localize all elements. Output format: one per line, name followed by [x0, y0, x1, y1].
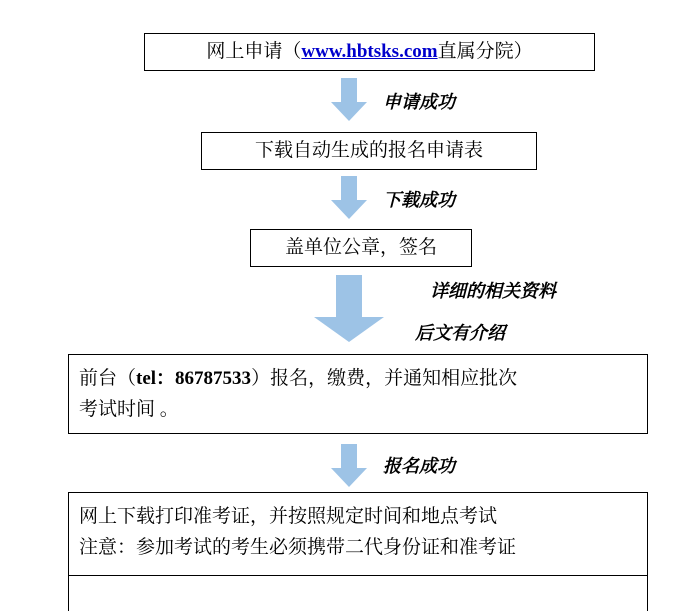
node-apply-online [144, 33, 595, 71]
node-print-admission [68, 492, 648, 576]
front-desk-text-c: ）报名，缴费，并通知相应批次 [251, 368, 518, 389]
node-print-admission-line1: 网上下载打印准考证，并按照规定时间和地点考试 [79, 506, 498, 527]
label-signup-success: 报名成功 [383, 456, 455, 476]
website-link[interactable]: www.hbtsks.com [301, 41, 438, 63]
arrow-front-desk-to-print [329, 444, 369, 488]
label-detail-materials: 详细的相关资料 [430, 281, 556, 301]
front-desk-text-a: 前台（ [79, 368, 137, 389]
node-download-form: 下载自动生成的报名申请表 [201, 132, 537, 170]
arrow-apply-to-download [329, 78, 369, 122]
node-print-admission-line2: 注意：参加考试的考生必须携带二代身份证和准考证 [79, 537, 517, 559]
node-front-desk-line2: 考试时间 。 [79, 399, 179, 421]
node-print-admission-continuation [68, 576, 648, 611]
arrow-download-to-stamp [329, 176, 369, 220]
node-front-desk [68, 354, 648, 434]
label-download-success: 下载成功 [383, 190, 455, 210]
node-apply-online-text-before: 网上申请（ [206, 41, 302, 63]
node-stamp-sign: 盖单位公章，签名 [250, 229, 472, 267]
label-apply-success: 申请成功 [383, 92, 455, 112]
label-see-below: 后文有介绍 [415, 323, 505, 343]
arrow-stamp-to-front-desk [312, 275, 386, 343]
front-desk-phone: tel：86787533 [136, 368, 252, 389]
node-apply-online-text-after: 直属分院） [437, 41, 533, 63]
node-front-desk-line1 [79, 363, 637, 394]
